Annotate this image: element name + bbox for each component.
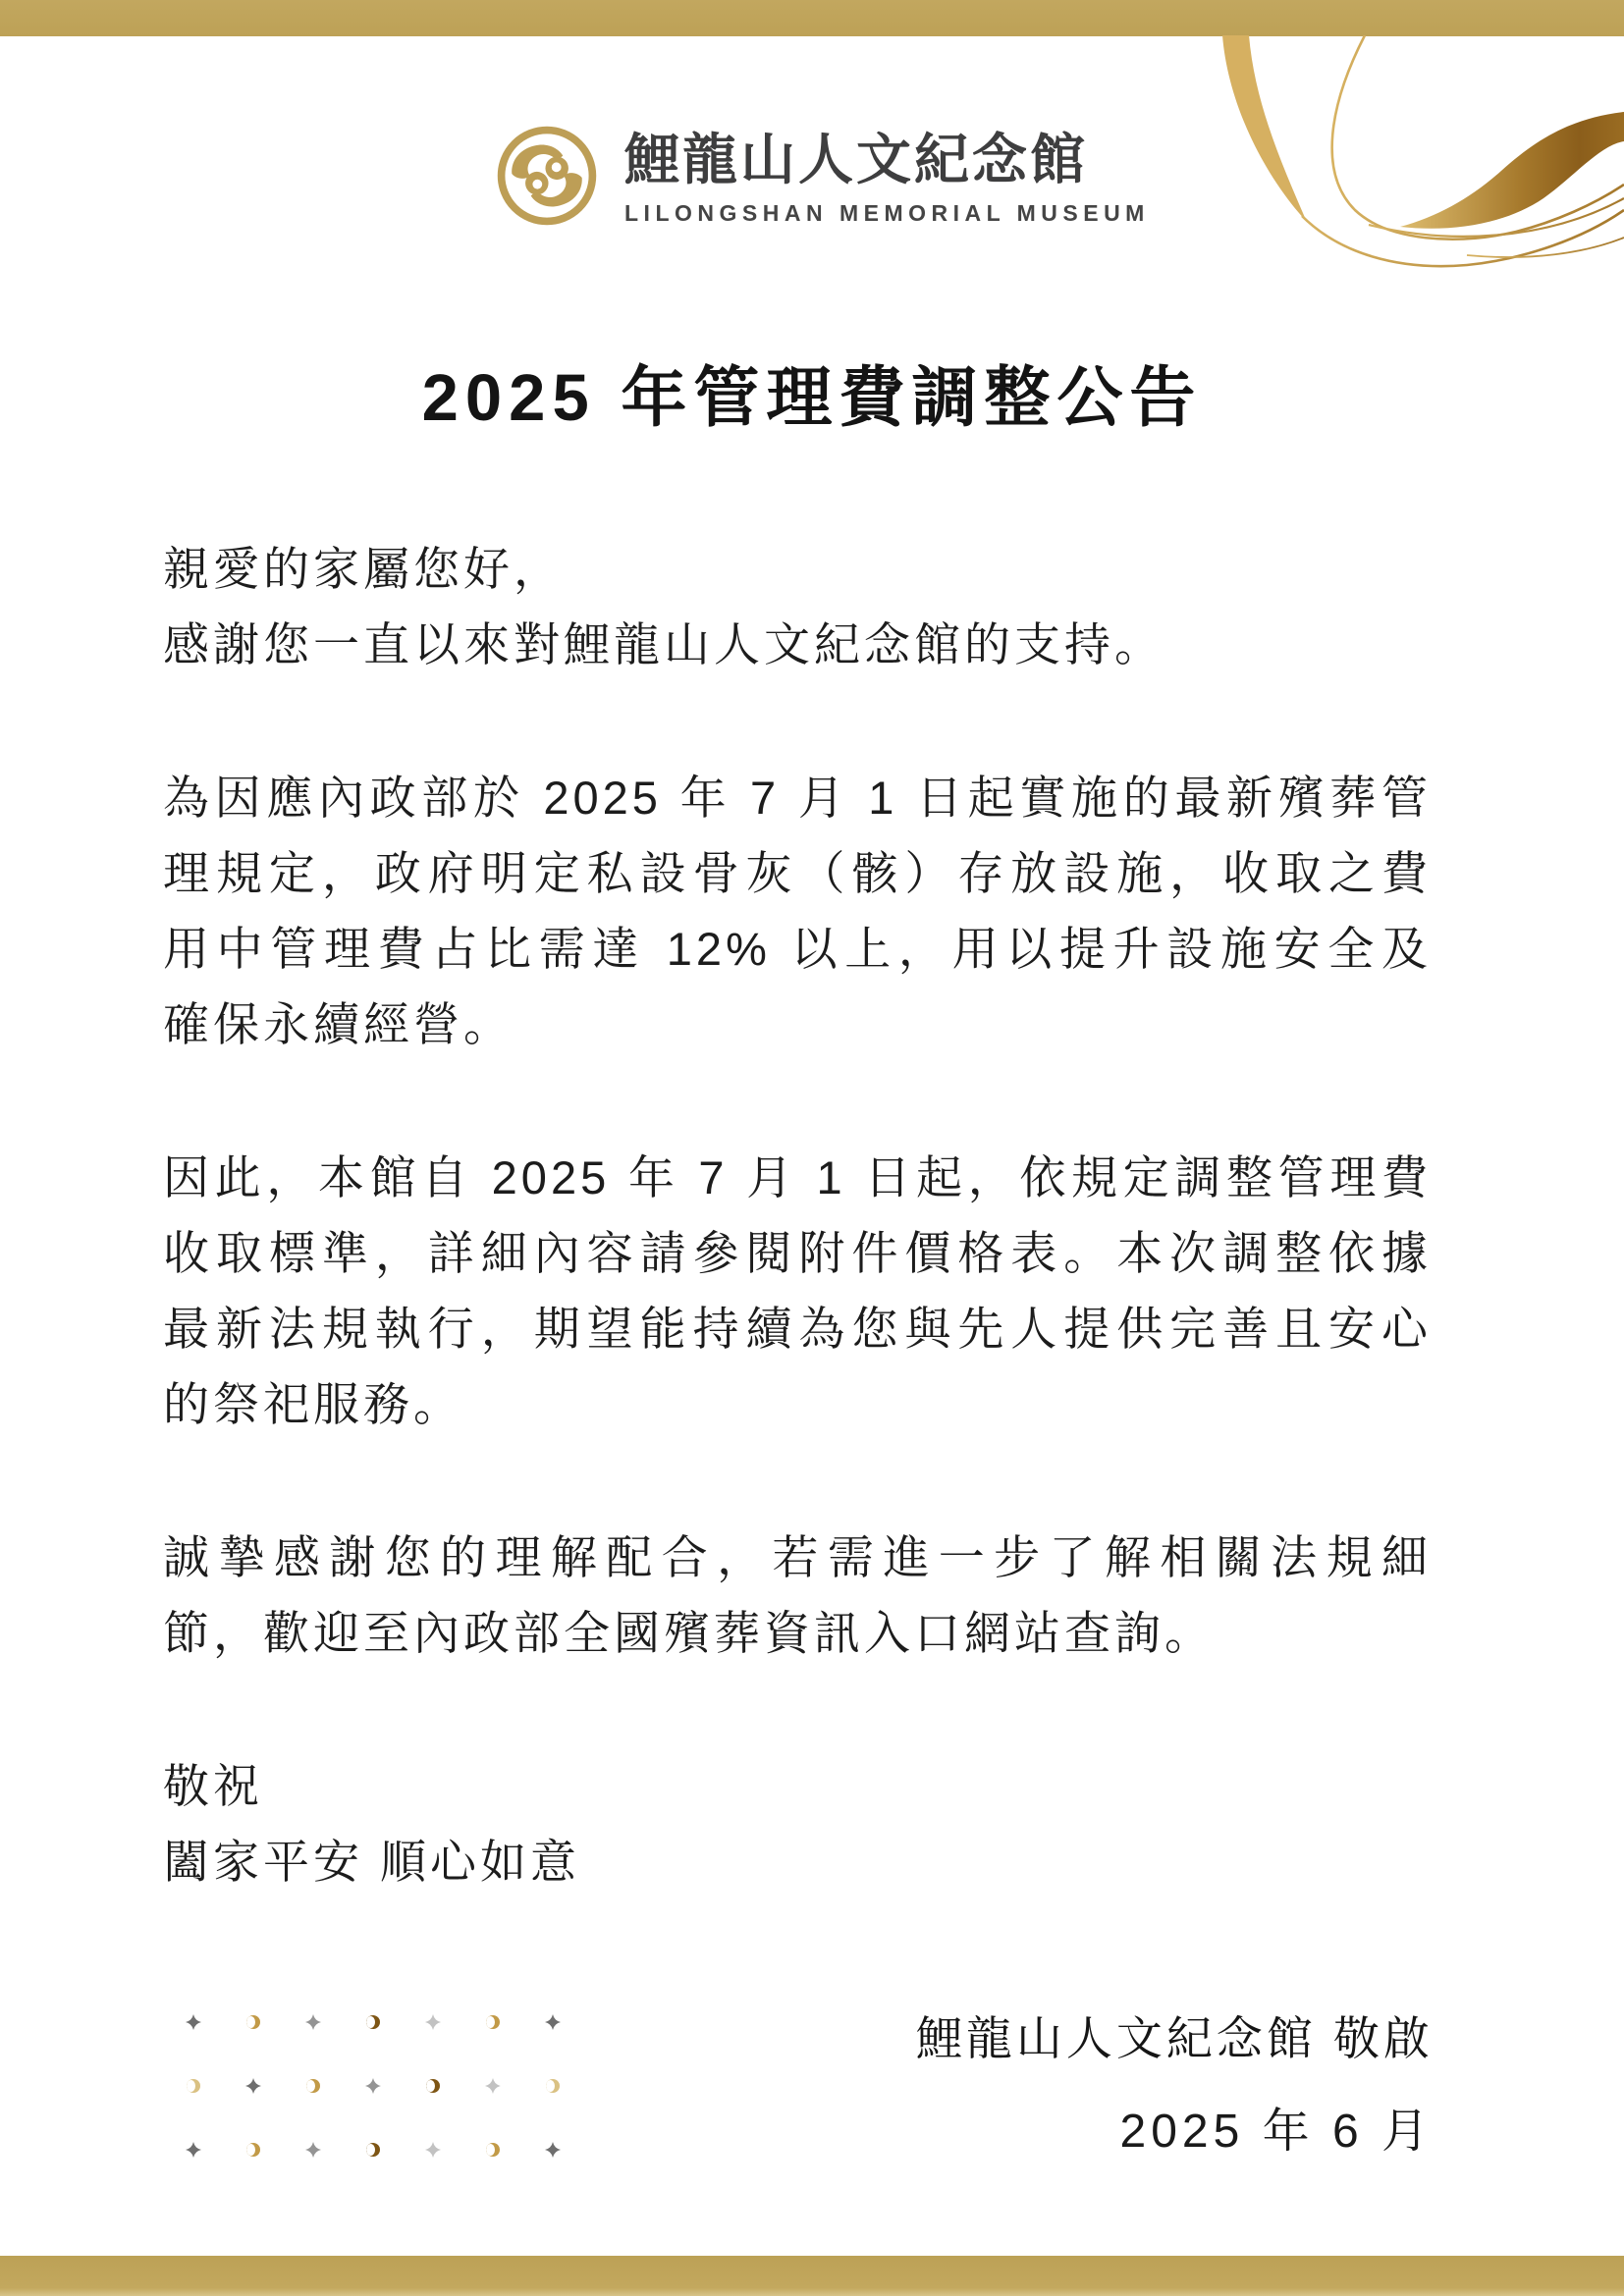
brand-subtitle: LILONGSHAN MEMORIAL MUSEUM [624,200,1150,226]
body-line: 親愛的家屬您好， [163,543,564,595]
moon-dot-icon [223,1990,283,2054]
moon-dot-icon [403,2054,462,2117]
moon-dot-icon [343,2117,403,2181]
dot-row [163,1990,582,2054]
signature-name: 鯉龍山人文紀念館 敬啟 [915,2012,1434,2064]
top-gold-bar [0,0,1624,36]
body-line: 用中管理費占比需達 12% 以上，用以提升設施安全及 [163,923,1432,975]
paragraph [163,1520,1432,1671]
moon-dot-icon [343,1990,403,2054]
sparkle-icon [343,2054,403,2117]
sparkle-icon [403,1990,462,2054]
brand-name: 鯉龍山人文紀念館 [624,129,1088,190]
paragraph [163,531,1432,682]
body-line: 的祭祀服務。 [163,1378,463,1430]
dot-row [163,2117,582,2181]
twin-koi-logo-icon [497,126,597,226]
gold-swirl-decoration [1172,35,1624,281]
body-line: 確保永續經營。 [163,998,514,1050]
sparkle-icon [223,2054,283,2117]
sparkle-dot-grid [163,1990,582,2181]
sparkle-icon [462,2054,522,2117]
body-line: 誠摯感謝您的理解配合，若需進一步了解相關法規細 [163,1531,1432,1583]
body-line: 節，歡迎至內政部全國殯葬資訊入口網站查詢。 [163,1607,1215,1659]
sparkle-icon [403,2117,462,2181]
body-line: 為因應內政部於 2025 年 7 月 1 日起實施的最新殯葬管 [163,772,1432,824]
brand-block [624,126,1150,227]
moon-dot-icon [462,2117,522,2181]
body-line: 理規定，政府明定私設骨灰（骸）存放設施，收取之費 [163,847,1432,899]
body-line: 收取標準，詳細內容請參閱附件價格表。本次調整依據 [163,1227,1432,1279]
body-line: 闔家平安 順心如意 [163,1836,581,1888]
bottom-gold-bar [0,2256,1624,2296]
page-title: 2025 年管理費調整公告 [421,361,1203,435]
swirl-wave [1400,112,1624,229]
swirl-ribbon [1222,35,1306,220]
sparkle-icon [283,1990,343,2054]
sparkle-icon [283,2117,343,2181]
signature-block [916,2008,1434,2163]
moon-dot-icon [163,2054,223,2117]
sparkle-icon [163,2117,223,2181]
paragraph [163,1748,1432,1899]
paragraph [163,1140,1432,1442]
body-line: 感謝您一直以來對鯉龍山人文紀念館的支持。 [163,618,1164,670]
sparkle-icon [522,2117,582,2181]
moon-dot-icon [223,2117,283,2181]
moon-dot-icon [462,1990,522,2054]
sparkle-icon [522,1990,582,2054]
paragraph [163,760,1432,1062]
body-line: 最新法規執行，期望能持續為您與先人提供完善且安心 [163,1303,1432,1355]
signature-date: 2025 年 6 月 [1119,2106,1434,2158]
sparkle-icon [163,1990,223,2054]
header-logo-row [497,126,1150,227]
moon-dot-icon [522,2054,582,2117]
dot-row [163,2054,582,2117]
body-line: 敬祝 [163,1760,263,1812]
moon-dot-icon [283,2054,343,2117]
announcement-body [163,531,1432,1899]
body-line: 因此，本館自 2025 年 7 月 1 日起，依規定調整管理費 [163,1151,1432,1203]
